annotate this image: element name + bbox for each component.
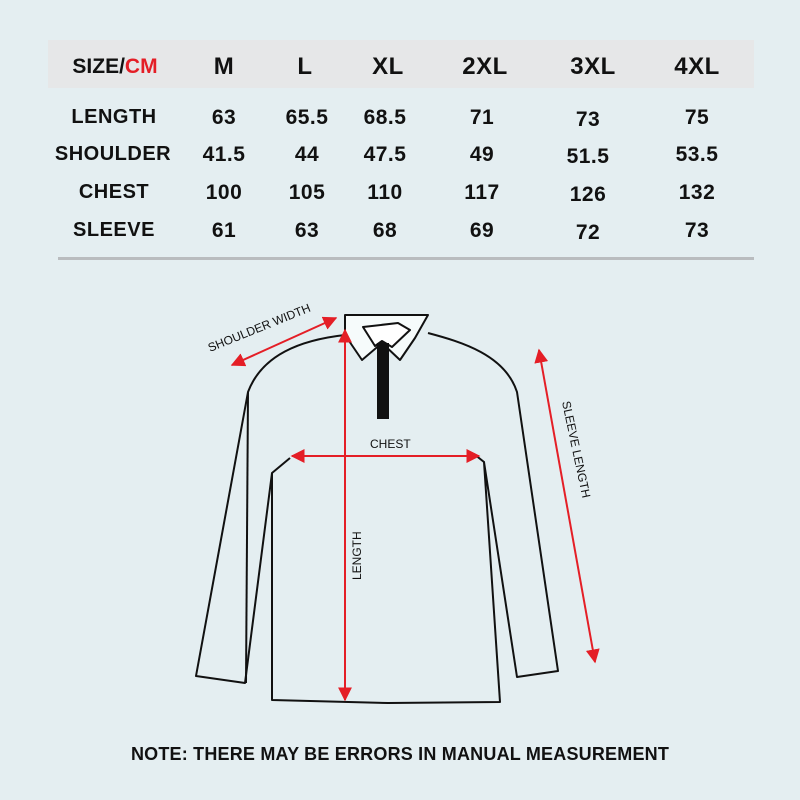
table-cell: 110	[367, 181, 403, 204]
size-header-2xl: 2XL	[462, 53, 508, 80]
sleeve-length-label: SLEEVE LENGTH	[559, 399, 594, 500]
table-cell: 44	[294, 143, 320, 166]
table-cell: 65.5	[285, 106, 329, 129]
size-label: SIZE/	[72, 55, 125, 78]
size-header-4xl: 4XL	[674, 53, 720, 80]
size-header-l: L	[297, 53, 313, 80]
table-cell: 63	[294, 219, 320, 242]
table-cell: 41.5	[202, 143, 246, 166]
shoulder-width-label: SHOULDER WIDTH	[205, 300, 313, 355]
table-cell: 51.5	[566, 145, 610, 168]
table-cell: 126	[569, 183, 607, 206]
row-label-sleeve: SLEEVE	[73, 219, 155, 241]
table-cell: 105	[288, 181, 326, 204]
measurement-note: NOTE: THERE MAY BE ERRORS IN MANUAL MEASUREMENT	[130, 744, 670, 764]
row-label-shoulder: SHOULDER	[54, 143, 172, 165]
table-cell: 49	[469, 143, 495, 166]
table-cell: 132	[678, 181, 716, 204]
table-cell: 69	[469, 219, 495, 242]
table-cell: 68.5	[363, 106, 407, 129]
length-label: LENGTH	[350, 531, 364, 580]
table-cell: 47.5	[363, 143, 407, 166]
table-cell: 73	[684, 219, 710, 242]
chest-label: CHEST	[370, 437, 411, 451]
table-cell: 68	[372, 219, 398, 242]
table-cell: 75	[684, 106, 710, 129]
sleeve-length-arrow	[539, 350, 595, 662]
table-cell: 53.5	[675, 143, 719, 166]
table-cell: 100	[205, 181, 243, 204]
table-cell: 72	[575, 221, 601, 244]
table-cell: 61	[211, 219, 237, 242]
size-header-m: M	[213, 53, 235, 80]
unit-label: CM	[124, 55, 158, 78]
zipper	[377, 343, 389, 419]
table-cell: 73	[575, 108, 601, 131]
size-header-3xl: 3XL	[570, 53, 616, 80]
table-cell: 63	[211, 106, 237, 129]
row-label-chest: CHEST	[78, 181, 150, 203]
size-header-xl: XL	[372, 53, 404, 80]
row-label-length: LENGTH	[71, 106, 157, 128]
table-cell: 117	[464, 181, 500, 204]
table-cell: 71	[469, 106, 495, 129]
